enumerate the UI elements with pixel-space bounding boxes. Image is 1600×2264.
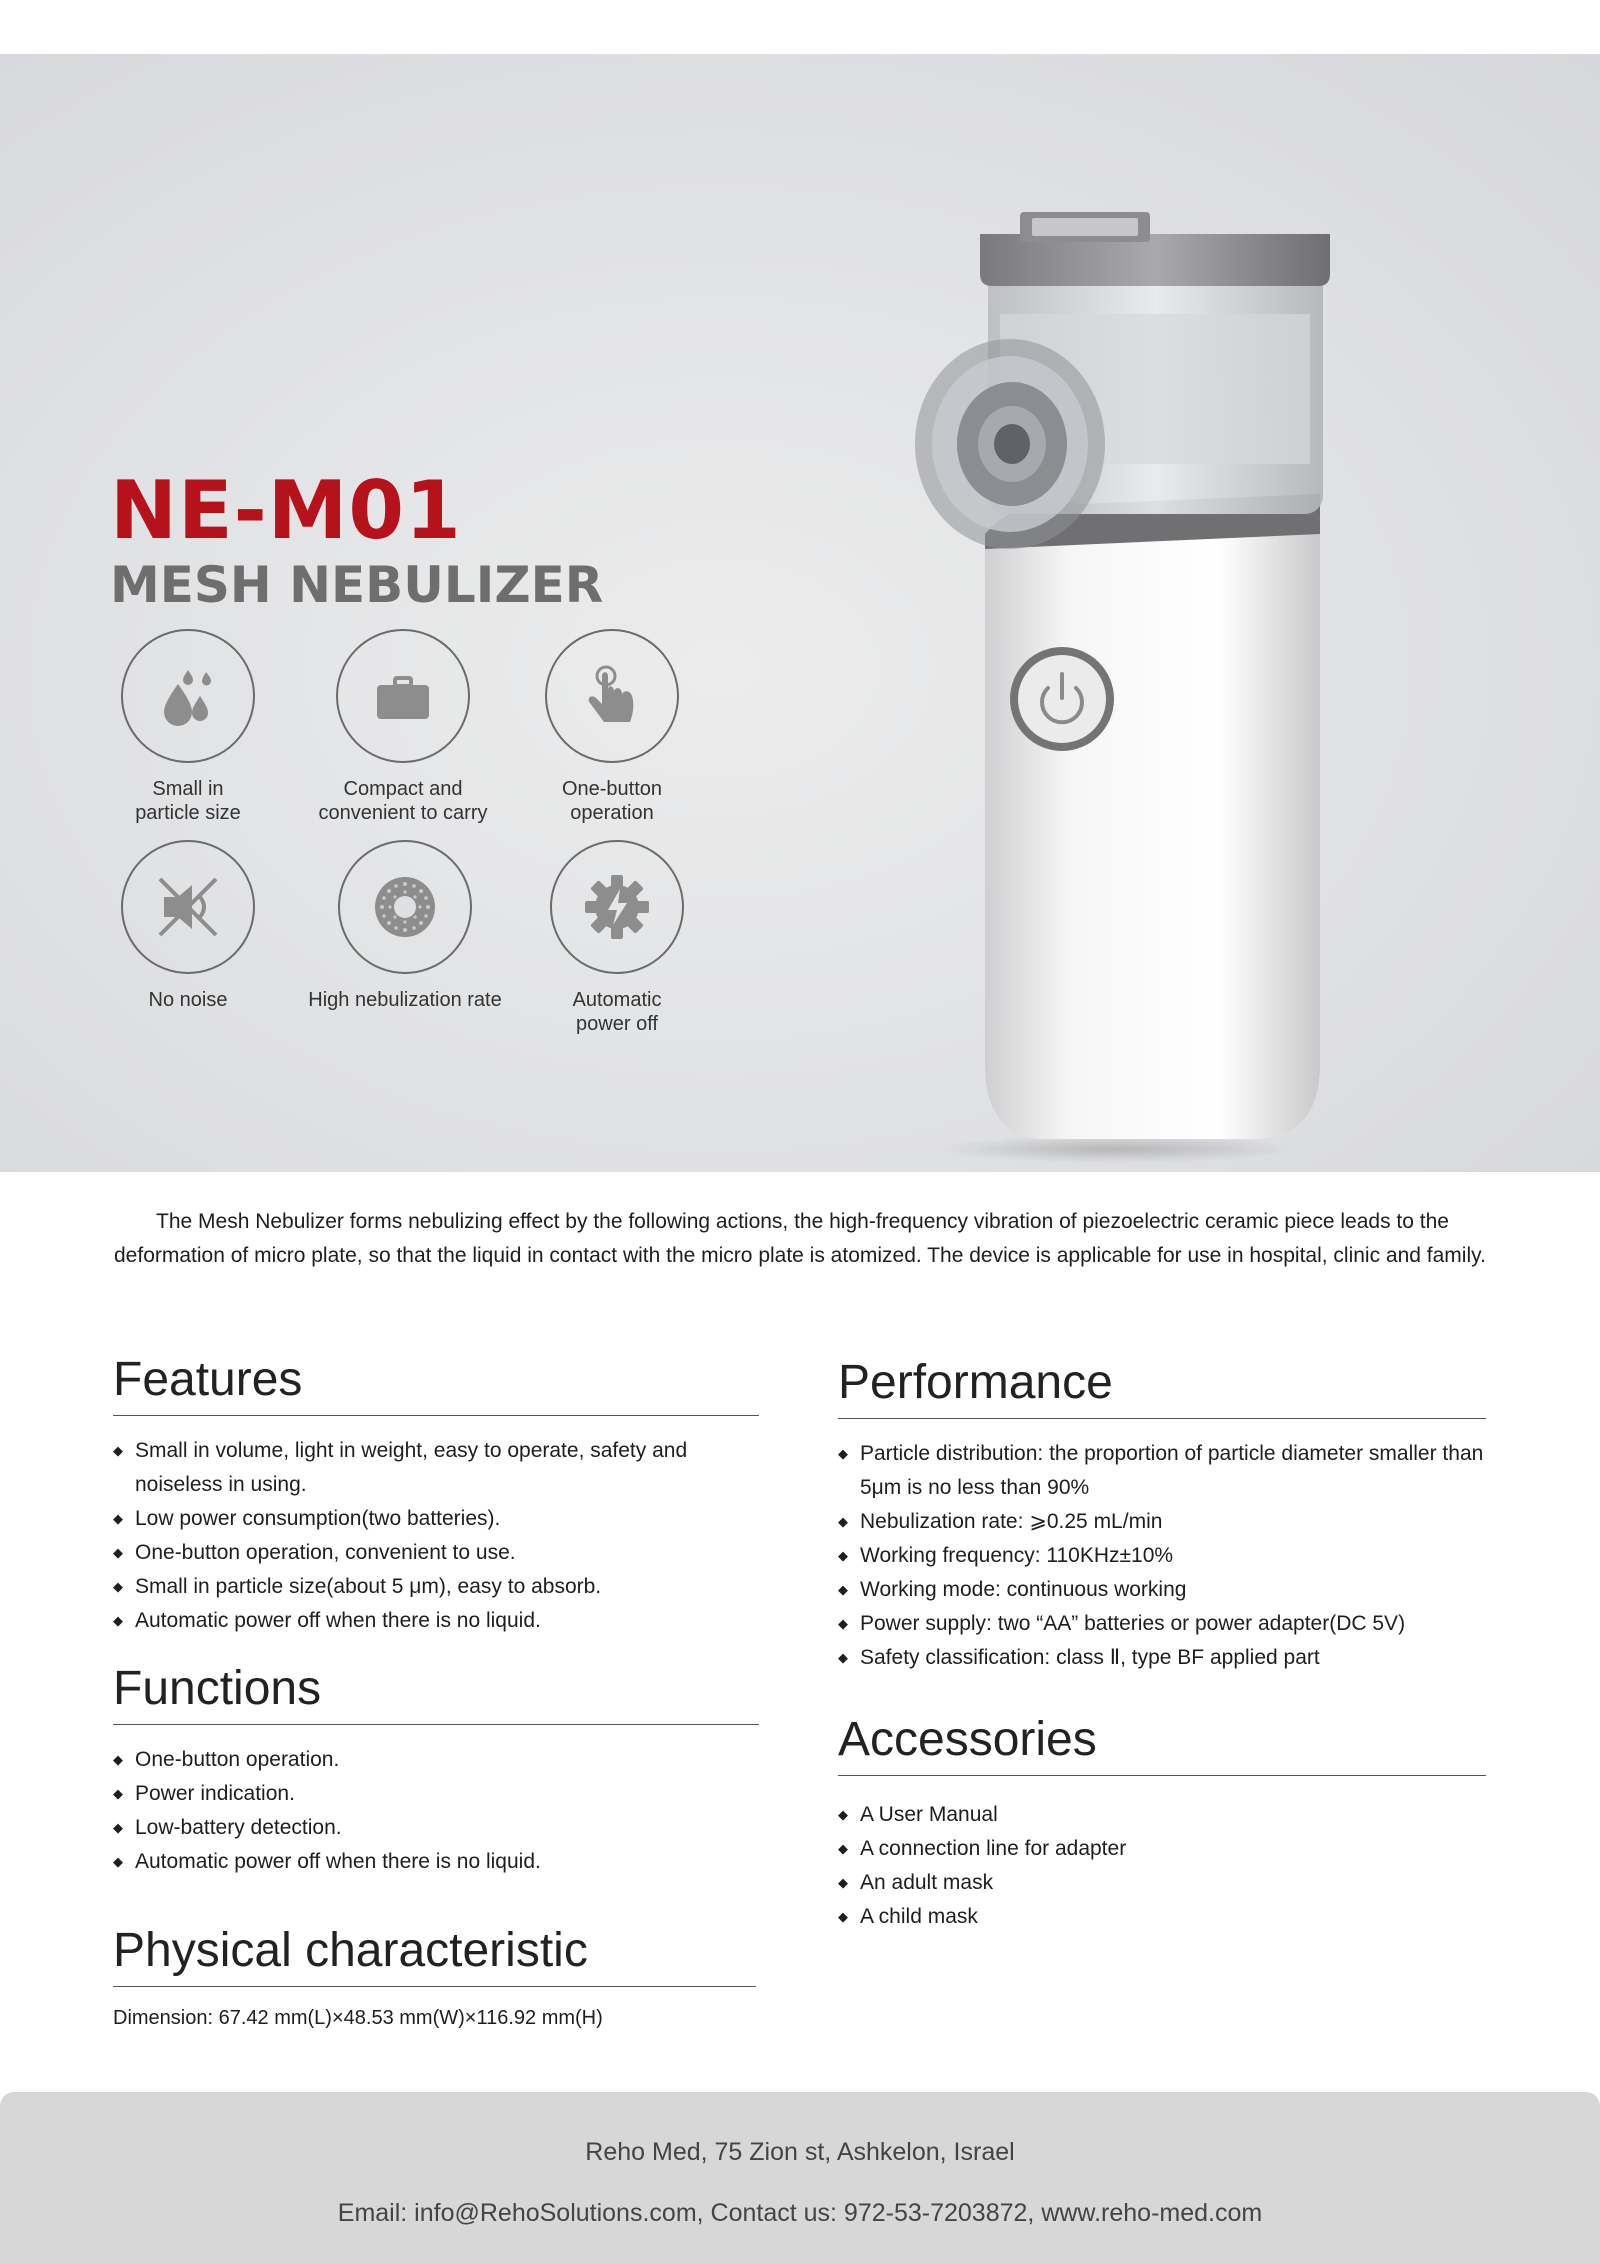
feature-one-button [497, 629, 727, 825]
list-item: ◆ Small in particle size(about 5 μm), easy to absorb. [113, 1570, 759, 1604]
footer [0, 2092, 1600, 2264]
accessories-heading: Accessories [838, 1712, 1486, 1776]
functions-section [113, 1661, 759, 1879]
feature-particle-size [73, 629, 303, 825]
list-item: ◆ Automatic power off when there is no liquid. [113, 1845, 759, 1879]
product-subtitle: MESH NEBULIZER [110, 556, 604, 614]
footer-address: Reho Med, 75 Zion st, Ashkelon, Israel [585, 2138, 1015, 2166]
performance-heading: Performance [838, 1355, 1486, 1419]
feature-label-line: Compact and [343, 778, 463, 800]
list-item: ◆ Power supply: two “AA” batteries or power adapter(DC 5V) [838, 1607, 1486, 1641]
physical-heading: Physical characteristic [113, 1923, 756, 1987]
list-item: ◆ Particle distribution: the proportion of particle diameter smaller than 5μm is no less than 90% [838, 1437, 1486, 1505]
functions-list [113, 1743, 759, 1879]
intro-paragraph: The Mesh Nebulizer forms nebulizing effect by the following actions, the high-frequency vibration of piezoelectric ceramic piece leads to the deformation of micro plate, so that the liquid in contact with the micro plate is atomized. The device is applicable for use in hospital, clinic and family. [114, 1210, 1486, 1267]
physical-section [113, 1923, 756, 2030]
list-item: ◆ Power indication. [113, 1777, 759, 1811]
features-list [113, 1434, 759, 1638]
performance-list [838, 1437, 1486, 1675]
finger-press-icon [572, 656, 652, 736]
features-section [113, 1352, 759, 1638]
model-name: NE-M01 [110, 464, 462, 557]
list-item: ◆ One-button operation, convenient to use. [113, 1536, 759, 1570]
hero-banner [0, 54, 1600, 1172]
list-item: ◆ A child mask [838, 1900, 1486, 1934]
list-item: ◆ One-button operation. [113, 1743, 759, 1777]
list-item: ◆ Safety classification: class Ⅱ, type BF applied part [838, 1641, 1486, 1675]
list-item: ◆ Automatic power off when there is no liquid. [113, 1604, 759, 1638]
briefcase-icon [363, 656, 443, 736]
mute-speaker-icon [148, 867, 228, 947]
feature-label-line: particle size [135, 802, 241, 824]
feature-label-line: High nebulization rate [308, 989, 502, 1011]
feature-label-line: No noise [148, 989, 228, 1011]
feature-label-line: operation [570, 802, 654, 824]
list-item: ◆ Working mode: continuous working [838, 1573, 1486, 1607]
feature-label-line: convenient to carry [318, 802, 488, 824]
accessories-list [838, 1798, 1486, 1934]
accessories-section [838, 1712, 1486, 1934]
performance-section [838, 1355, 1486, 1675]
droplets-icon [148, 656, 228, 736]
dimension-text: Dimension: 67.42 mm(L)×48.53 mm(W)×116.92 mm(H) [113, 2007, 603, 2029]
nebulizer-device-image [900, 204, 1360, 1164]
list-item: ◆ An adult mask [838, 1866, 1486, 1900]
list-item: ◆ Low-battery detection. [113, 1811, 759, 1845]
list-item: ◆ Working frequency: 110KHz±10% [838, 1539, 1486, 1573]
features-heading: Features [113, 1352, 759, 1416]
list-item: ◆ A User Manual [838, 1798, 1486, 1832]
feature-compact [288, 629, 518, 825]
feature-label-line: Automatic [572, 989, 662, 1011]
footer-contact: Email: info@RehoSolutions.com, Contact us: 972-53-7203872, www.reho-med.com [337, 2199, 1263, 2227]
list-item: ◆ A connection line for adapter [838, 1832, 1486, 1866]
functions-heading: Functions [113, 1661, 759, 1725]
feature-auto-off [502, 840, 732, 1036]
list-item: ◆ Low power consumption(two batteries). [113, 1502, 759, 1536]
list-item: ◆ Small in volume, light in weight, easy to operate, safety and noiseless in using. [113, 1434, 759, 1502]
feature-label-line: One-button [561, 778, 663, 800]
feature-label-line: power off [576, 1013, 658, 1035]
mesh-disc-icon [365, 867, 445, 947]
feature-nebulization-rate [290, 840, 520, 1012]
gear-bolt-icon [577, 867, 657, 947]
list-item: ◆ Nebulization rate: ⩾0.25 mL/min [838, 1505, 1486, 1539]
feature-label-line: Small in [152, 778, 224, 800]
feature-no-noise [73, 840, 303, 1012]
